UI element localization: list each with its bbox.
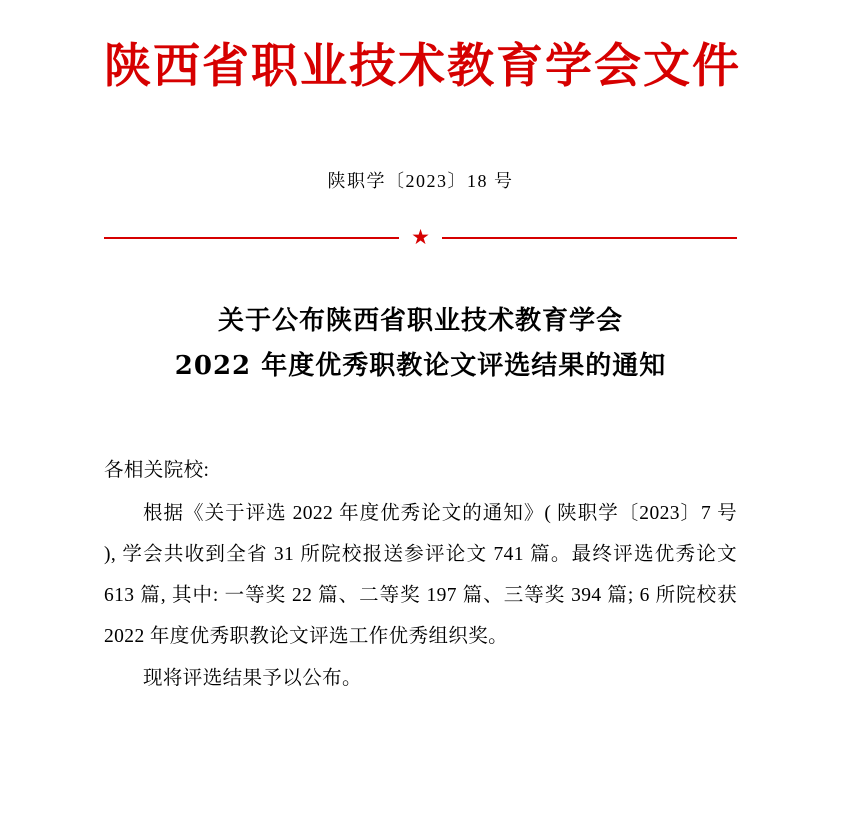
body-paragraph-1: 根据《关于评选 2022 年度优秀论文的通知》( 陕职学〔2023〕7 号 ), 学会共收到全省 31 所院校报送参评论文 741 篇。最终评选优秀论文 613 篇, 其中: 一等奖 22 篇、二等奖 197 篇、三等奖 394 篇; 6 所院校获 2022 年度优秀职教论文评选工作优秀组织奖。 — [104, 502, 737, 647]
red-separator-rule — [104, 224, 737, 249]
masthead-title: 陕西省职业技术教育学会文件 — [104, 39, 741, 94]
document-number: 陕职学〔2023〕18 号 — [327, 171, 514, 192]
masthead — [104, 0, 741, 95]
salutation: 各相关院校: — [104, 459, 210, 481]
document-title-line-2: 2022 年度优秀职教论文评选结果的通知 — [174, 351, 667, 382]
star-icon: ★ — [411, 224, 430, 249]
rule-left-bar — [104, 237, 399, 239]
body-paragraph-2: 现将评选结果予以公布。 — [143, 668, 362, 690]
document-title-line-1: 关于公布陕西省职业技术教育学会 — [217, 306, 623, 337]
document-body — [104, 451, 737, 701]
document-title — [104, 299, 737, 388]
rule-right-bar — [442, 237, 737, 239]
